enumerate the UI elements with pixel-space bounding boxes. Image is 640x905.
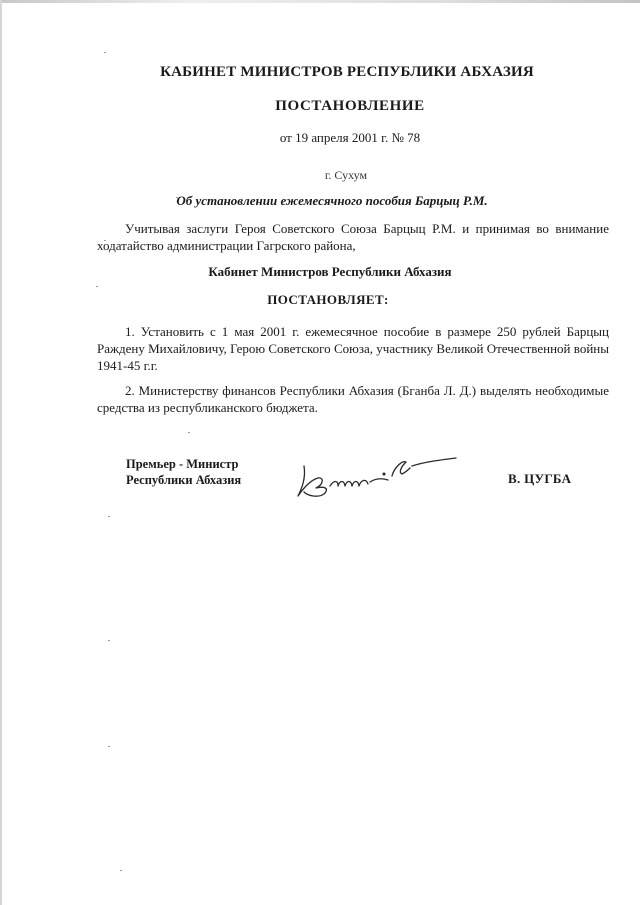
issuer-heading: КАБИНЕТ МИНИСТРОВ РЕСПУБЛИКИ АБХАЗИЯ [160,64,534,80]
handwritten-signature [290,440,460,505]
clause-1-paragraph: 1. Установить с 1 мая 2001 г. ежемесячное пособие в размере 250 рублей Барцыц Раждену Михайловичу, Герою Советского Союза, участнику Великой Отечественной войны 1941-45 г.г. [97,324,609,373]
issuer-line: Кабинет Министров Республики Абхазия [208,264,452,279]
signatory-title-line-2: Республики Абхазия [126,473,242,487]
signatory-title [126,456,241,488]
scan-speck [120,870,122,871]
scan-edge-left [0,0,2,905]
resolves-heading: ПОСТАНОВЛЯЕТ: [267,292,389,307]
clause-2-paragraph: 2. Министерству финансов Республики Абхазия (Бганба Л. Д.) выделять необходимые средства из республиканского бюджета. [97,383,609,415]
date-number-line: от 19 апреля 2001 г. № 78 [279,130,421,145]
scan-speck [108,746,110,747]
signatory-name: В. ЦУГБА [508,471,572,486]
subject-heading: Об установлении ежемесячного пособия Барцыц Р.М. [176,193,488,208]
scan-speck [188,432,190,433]
scan-speck [108,640,110,641]
scan-speck [108,516,110,517]
scan-edge-top [0,0,640,3]
preamble-paragraph: Учитывая заслуги Героя Советского Союза Барцыц Р.М. и принимая во внимание ходатайство администрации Гагрского района, [97,221,609,253]
document-type-heading: ПОСТАНОВЛЕНИЕ [275,98,425,114]
city-line: г. Сухум [324,168,368,182]
signatory-title-line-1: Премьер - Министр [126,457,239,471]
scan-speck [104,52,106,53]
scan-speck [96,286,98,287]
